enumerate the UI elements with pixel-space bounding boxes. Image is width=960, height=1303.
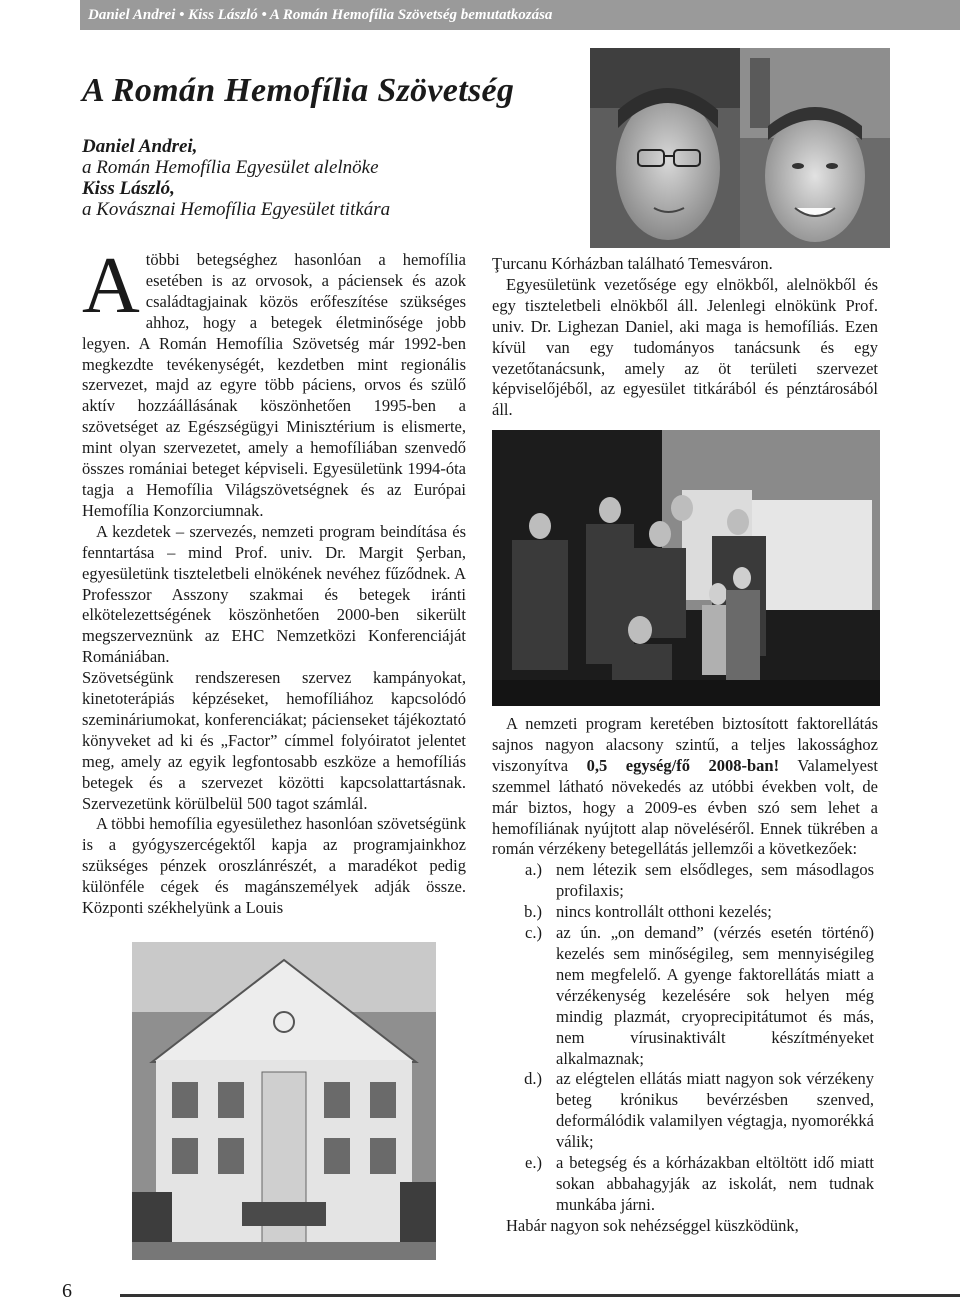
list-item-label: a.): [525, 860, 542, 880]
factor-supply-highlight: 0,5 egység/fő 2008-ban!: [586, 755, 780, 775]
paragraph-leadership: Egyesületünk vezetősége egy elnökből, alelnökből és egy tiszteletbeli elnökből áll. Jelenlegi elnökünk Prof. univ. Dr. Lighezan Daniel, aki maga is hemofíliás. Ezen kívül van egy tudományos tanácsunk és egy vezetőtanácsunk, amely az öt területi szervezet képviselőjéből, az egyesület titkárából és pénztárosából áll.: [492, 274, 878, 420]
list-item-text: nem létezik sem elsődleges, sem másodlagos profilaxis;: [556, 860, 874, 901]
group-photo: [492, 430, 880, 706]
list-item-text: az elégtelen ellátás miatt nagyon sok vérzékeny beteg krónikus bevérzésben szenved, deformálódik valamilyen végtagja, nyomorékká válik;: [556, 1069, 874, 1152]
paragraph-closing: Habár nagyon sok nehézséggel küszködünk,: [506, 1215, 799, 1235]
drop-cap: A: [82, 242, 140, 330]
author-name-1: Daniel Andrei,: [82, 136, 198, 157]
list-item-label: c.): [525, 923, 542, 943]
list-item-label: b.): [524, 902, 542, 922]
footer-rule: [120, 1294, 960, 1297]
author-role-2: a Kovásznai Hemofília Egyesület titkára: [82, 199, 391, 220]
paragraph-factor-supply: [492, 714, 878, 860]
author-block: [82, 136, 502, 220]
list-item: [492, 860, 878, 902]
list-item-text: a betegség és a kórházakban eltöltött idő miatt sokan abbahagyják az iskolát, nem tudnak munkába járni.: [556, 1153, 874, 1214]
list-item: [492, 1153, 878, 1216]
paragraph-location: Ţurcanu Kórházban található Temesváron.: [492, 254, 773, 273]
left-text-column: [82, 242, 466, 919]
factor-supply-text: A nemzeti program keretében biztosított faktorellátás sajnos nagyon alacsony szintű, a teljes lakossághoz viszonyítva: [492, 714, 878, 775]
page-number: 6: [62, 1280, 72, 1302]
right-text-column-top: [492, 254, 878, 421]
headquarters-building-photo: [132, 942, 436, 1260]
paragraph-activities: Szövetségünk rendszeresen szervez kampányokat, kinetoterápiás képzéseket, hemofíliához kapcsolódó szemináriumokat, konferenciákat; pácienseket tájékoztató könyveket ad ki és „Factor” címmel folyóiratot jelentet meg, amely az egyik legfontosabb eszköze a hemofíliás betegek és a szervezet közötti kapcsolattartásnak. Szervezetünk körülbelül 500 tagot számlál.: [82, 668, 466, 813]
list-item-label: d.): [524, 1069, 542, 1089]
list-item-label: e.): [525, 1153, 542, 1173]
list-item-text: nincs kontrollált otthoni kezelés;: [556, 902, 772, 922]
article-title: A Román Hemofília Szövetség: [82, 72, 515, 109]
list-item: [492, 923, 878, 1069]
paragraph-beginnings: A kezdetek – szervezés, nemzeti program beindítása és fenntartása – mind Prof. univ. Dr. Margit Şerban, egyesületünk tiszteletbeli elnökének nevéhez fűződnek. A Professzor Asszony szakmai és betegek iránti elkötelezettségének köszönhetően 2000-ben sikerült megszerveznünk az EHC Nemzetközi Konferenciáját Romániában.: [82, 521, 466, 667]
factor-supply-text-cont: Valamelyest szemmel látható növekedés az utóbbi években volt, de már biztos, hogy a 2009-es évben szó sem lehet a hemofíliának nyújtott alap növeléséről. Ennek tükrében a román vérzékeny betegellátás jellemzői a következőek:: [492, 755, 878, 859]
list-item-text: az ún. „on demand” (vérzés esetén történő) kezelés sem minőségileg, sem mennyiségileg nem megfelelő. A gyenge faktorellátás miatt a vérzékenység kezelésére sok helyen még mindig plazmát, cryoprecipitátumot és más, nem vírusinaktivált készítményeket alkalmaznak;: [556, 923, 874, 1068]
portrait-photo-daniel-andrei: [590, 48, 740, 248]
characteristics-list: [492, 860, 878, 1215]
right-text-column-bottom: [492, 714, 878, 1237]
list-item: [492, 1069, 878, 1153]
list-item: [492, 902, 878, 923]
paragraph-funding: A többi hemofília egyesülethez hasonlóan szövetségünk is a gyógyszercégektől kapja az programjainkhoz szükséges pénzek oroszlánrészét, a maradékot pedig különféle cégek és magánszemélyek adják össze. Központi székhelyünk a Louis: [82, 814, 466, 918]
author-role-1: a Román Hemofília Egyesület alelnöke: [82, 157, 379, 178]
paragraph-intro: többi betegséghez hasonlóan a hemofília esetében is az orvosok, a páciensek és azok családtagjainak közös erőfeszítése szükséges ahhoz, hogy a betegek életminősége jobb legyen. A Román Hemofília Szövetség már 1992-ben megkezdte tevékenységét, kezdetben mint regionális szervezet, majd az egyre több páciens, orvos és szülő aktív hozzáállásának köszönhetően 1995-ben a szövetséget az Egészségügyi Minisztérium is elismerte, mint olyan szervezetet, amely a hemofíliában szenvedő összes romániai beteget képviseli. Egyesületünk 1994-óta tagja a Hemofília Világszövetségnek és az Európai Hemofília Konzorciumnak.: [82, 250, 466, 520]
portrait-photo-kiss-laszlo: [740, 48, 890, 248]
author-name-2: Kiss László,: [82, 178, 175, 199]
running-header: [80, 0, 960, 30]
running-title: Daniel Andrei • Kiss László • A Román Hemofília Szövetség bemutatkozása: [88, 7, 553, 23]
